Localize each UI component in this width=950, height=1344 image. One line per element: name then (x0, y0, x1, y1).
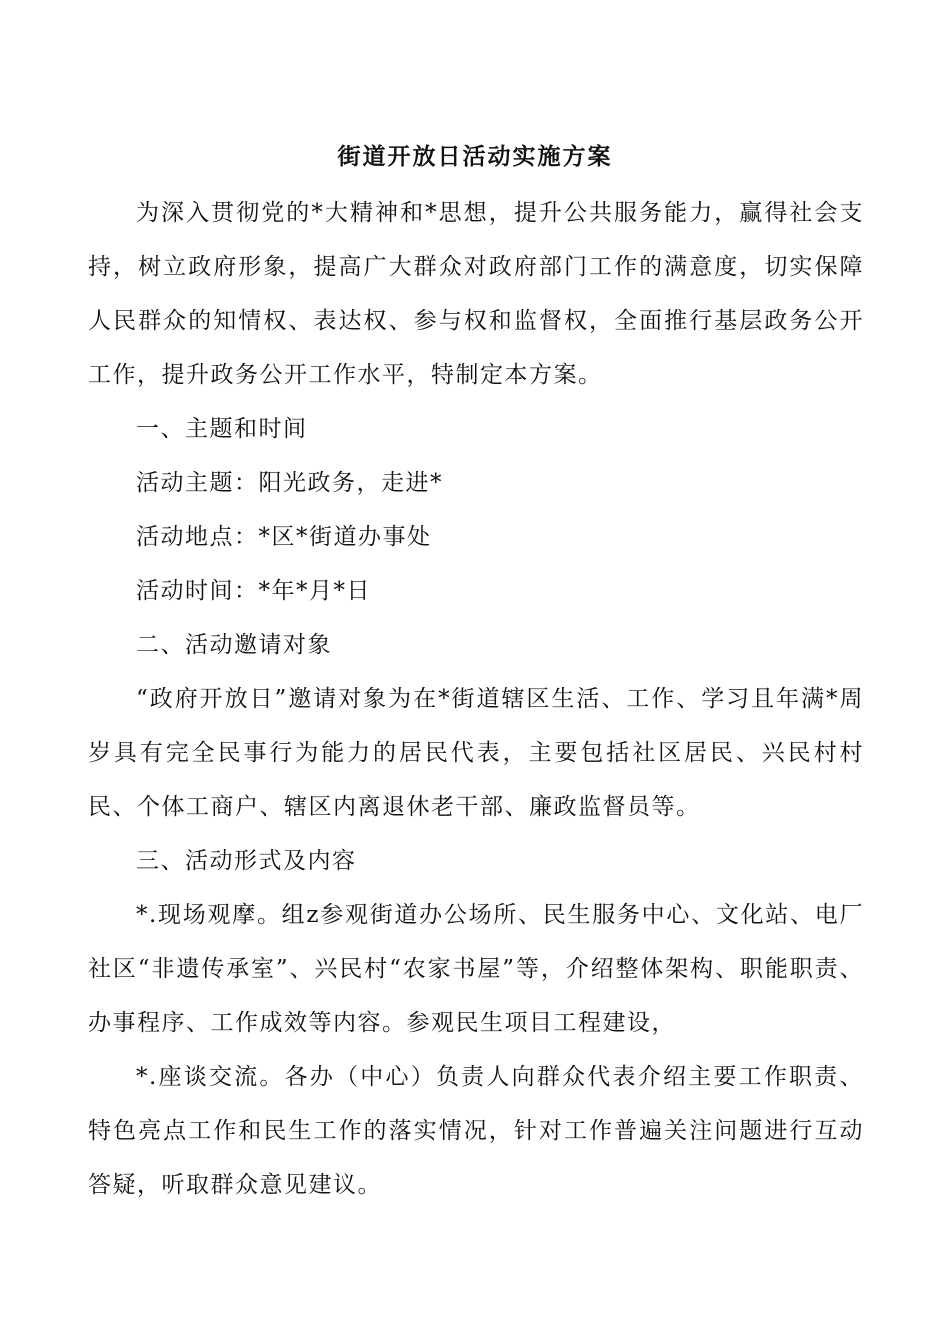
invitees-paragraph: “政府开放日”邀请对象为在*街道辖区生活、工作、学习且年满*周岁具有完全民事行为能力的居民代表，主要包括社区居民、兴民村村民、个体工商户、辖区内离退休老干部、廉政监督员等。 (88, 686, 864, 820)
document-body (88, 186, 864, 1212)
content-item-1: *.现场观摩。组z参观街道办公场所、民生服务中心、文化站、电厂社区“非遗传承室”、兴民村“农家书屋”等，介绍整体架构、职能职责、办事程序、工作成效等内容。参观民生项目工程建设， (88, 902, 864, 1036)
intro-paragraph: 为深入贯彻党的*大精神和*思想，提升公共服务能力，赢得社会支持，树立政府形象，提高广大群众对政府部门工作的满意度，切实保障人民群众的知情权、表达权、参与权和监督权，全面推行基层政务公开工作，提升政务公开工作水平，特制定本方案。 (88, 200, 864, 388)
activity-time: 活动时间：*年*月*日 (136, 578, 371, 604)
section-heading-2: 二、活动邀请对象 (136, 632, 332, 658)
document-title: 街道开放日活动实施方案 (337, 144, 613, 170)
activity-theme: 活动主题：阳光政务，走进* (136, 470, 443, 496)
section-heading-1: 一、主题和时间 (136, 416, 308, 442)
activity-location: 活动地点：*区*街道办事处 (136, 524, 432, 550)
section-heading-3: 三、活动形式及内容 (136, 848, 357, 874)
content-item-2: *.座谈交流。各办（中心）负责人向群众代表介绍主要工作职责、特色亮点工作和民生工作的落实情况，针对工作普遍关注问题进行互动答疑，听取群众意见建议。 (88, 1064, 864, 1198)
